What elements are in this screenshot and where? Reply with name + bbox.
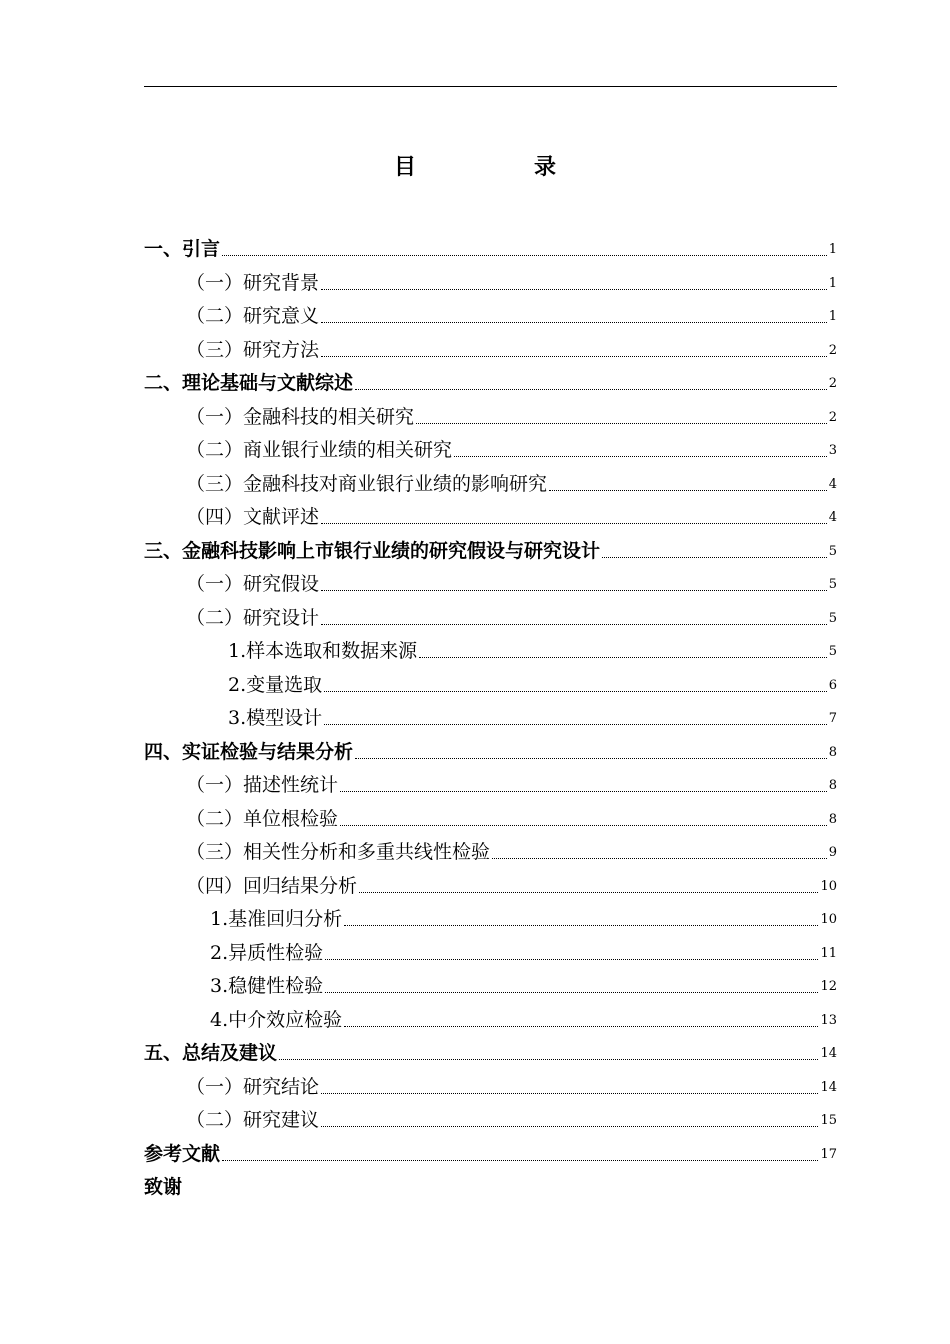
toc-entry[interactable] <box>144 327 837 361</box>
toc-entry[interactable] <box>144 729 837 763</box>
toc-entry[interactable] <box>144 595 837 629</box>
toc-entry-page: 1 <box>828 309 837 324</box>
toc-entry[interactable] <box>144 863 837 897</box>
toc-entry-label: 一、引言 <box>144 238 221 260</box>
toc-entry-label: （三）相关性分析和多重共线性检验 <box>186 841 491 863</box>
toc-leader-dots <box>549 490 827 491</box>
toc-entry-label: 二、理论基础与文献综述 <box>144 372 354 394</box>
toc-entry-label: 致谢 <box>144 1176 183 1198</box>
toc-entry[interactable] <box>144 930 837 964</box>
toc-entry-label: （二）研究建议 <box>186 1109 320 1131</box>
toc-entry-page: 9 <box>828 845 837 860</box>
toc-leader-dots <box>321 322 827 323</box>
toc-entry[interactable] <box>144 829 837 863</box>
toc-entry[interactable] <box>144 662 837 696</box>
toc-entry-label: （三）金融科技对商业银行业绩的影响研究 <box>186 472 548 495</box>
toc-entry[interactable] <box>144 1164 837 1198</box>
toc-entry-label: （二）研究设计 <box>186 606 320 629</box>
toc-leader-dots <box>321 1093 818 1094</box>
toc-entry-page: 1 <box>828 275 837 291</box>
toc-leader-dots <box>355 389 827 390</box>
toc-leader-dots <box>454 456 827 457</box>
toc-entry-label: （一）研究背景 <box>186 271 320 294</box>
toc-entry[interactable] <box>144 260 837 294</box>
toc-entry-label: （四）文献评述 <box>186 506 320 528</box>
toc-entry-label: 1.样本选取和数据来源 <box>228 640 418 662</box>
toc-entry-page: 8 <box>828 744 837 760</box>
toc-entry-page: 14 <box>820 1079 837 1095</box>
toc-leader-dots <box>416 423 827 424</box>
toc-entry-page: 3 <box>828 443 837 458</box>
toc-entry-page: 8 <box>828 811 837 827</box>
toc-entry-page: 6 <box>828 677 837 693</box>
toc-leader-dots <box>321 289 827 290</box>
toc-entry-page: 4 <box>828 510 837 525</box>
toc-entry[interactable] <box>144 461 837 495</box>
toc-entry-page: 5 <box>828 543 837 559</box>
toc-entry-page: 5 <box>828 577 837 592</box>
toc-leader-dots <box>222 255 827 256</box>
toc-entry[interactable] <box>144 561 837 595</box>
toc-entry-page: 2 <box>828 342 837 358</box>
toc-entry[interactable] <box>144 695 837 729</box>
toc-entry[interactable] <box>144 494 837 528</box>
header-rule <box>144 86 837 87</box>
toc-entry-label: 参考文献 <box>144 1142 221 1165</box>
toc-leader-dots <box>325 959 818 960</box>
toc-title: 目 录 <box>393 155 604 180</box>
toc-entry-label: （二）单位根检验 <box>186 807 339 830</box>
toc-leader-dots <box>492 858 827 859</box>
toc-entry[interactable] <box>144 896 837 930</box>
toc-entry-label: （二）商业银行业绩的相关研究 <box>186 439 453 461</box>
toc-entry-label: 4.中介效应检验 <box>210 1008 343 1031</box>
toc-entry-page: 10 <box>820 912 837 927</box>
toc-entry-label: （一）金融科技的相关研究 <box>186 405 415 428</box>
toc-leader-dots <box>222 1160 818 1161</box>
toc-entry[interactable] <box>144 394 837 428</box>
toc-leader-dots <box>325 992 818 993</box>
toc-leader-dots <box>419 657 827 658</box>
toc-entry-label: 四、实证检验与结果分析 <box>144 740 354 763</box>
toc-entry-page: 1 <box>828 242 837 257</box>
toc-leader-dots <box>602 557 827 558</box>
toc-entry-page: 11 <box>820 945 837 961</box>
toc-entry-label: （四）回归结果分析 <box>186 874 358 897</box>
toc-entry[interactable] <box>144 628 837 662</box>
toc-leader-dots <box>340 825 827 826</box>
toc-entry[interactable] <box>144 796 837 830</box>
toc-entry-page: 14 <box>820 1046 837 1061</box>
toc-entry-page: 15 <box>820 1113 837 1128</box>
toc-entry-label: 3.模型设计 <box>228 707 323 729</box>
toc-entry-label: 3.稳健性检验 <box>210 975 324 997</box>
toc-leader-dots <box>340 791 827 792</box>
toc-entry[interactable] <box>144 427 837 461</box>
toc-entry-page: 2 <box>828 409 837 425</box>
toc-entry[interactable] <box>144 963 837 997</box>
toc-leader-dots <box>324 691 827 692</box>
toc-entry-label: 五、总结及建议 <box>144 1042 278 1064</box>
toc-entry[interactable] <box>144 293 837 327</box>
toc-leader-dots <box>344 1026 818 1027</box>
toc-entry-label: （一）研究假设 <box>186 573 320 595</box>
toc-leader-dots <box>321 356 827 357</box>
toc-leader-dots <box>355 758 827 759</box>
toc-entry[interactable] <box>144 360 837 394</box>
toc-entry[interactable] <box>144 1064 837 1098</box>
toc-entry-label: 2.异质性检验 <box>210 941 324 964</box>
toc-entry-page: 7 <box>828 711 837 726</box>
toc-leader-dots <box>359 892 818 893</box>
toc-entry[interactable] <box>144 997 837 1031</box>
toc-entry-page: 12 <box>820 979 837 994</box>
toc-entry-label: 1.基准回归分析 <box>210 908 343 930</box>
toc-entry-page: 13 <box>820 1012 837 1028</box>
toc-entry-label: 2.变量选取 <box>228 673 323 696</box>
toc-entry-label: （三）研究方法 <box>186 338 320 361</box>
toc-leader-dots <box>321 590 827 591</box>
toc-leader-dots <box>324 724 827 725</box>
toc-entry-label: （一）研究结论 <box>186 1075 320 1098</box>
toc-leader-dots <box>344 925 818 926</box>
toc-entry[interactable] <box>144 226 837 260</box>
toc-entry-page: 5 <box>828 610 837 626</box>
toc-entry-page: 10 <box>820 878 837 894</box>
toc-entry-page: 5 <box>828 644 837 659</box>
toc-entry-label: （一）描述性统计 <box>186 774 339 796</box>
toc-entry-page: 2 <box>828 376 837 391</box>
toc-entry[interactable] <box>144 1131 837 1165</box>
toc-entry-label: 三、金融科技影响上市银行业绩的研究假设与研究设计 <box>144 539 601 562</box>
toc-entry-page: 8 <box>828 778 837 793</box>
toc-entry-page: 4 <box>828 476 837 492</box>
toc-entry[interactable] <box>144 762 837 796</box>
toc-entry[interactable] <box>144 528 837 562</box>
toc-entry[interactable] <box>144 1030 837 1064</box>
toc-entry-label: （二）研究意义 <box>186 305 320 327</box>
toc-leader-dots <box>279 1059 818 1060</box>
toc-entry[interactable] <box>144 1097 837 1131</box>
toc-leader-dots <box>321 624 827 625</box>
toc-leader-dots <box>321 523 827 524</box>
toc-entry-page: 17 <box>820 1146 837 1162</box>
toc-leader-dots <box>321 1126 818 1127</box>
